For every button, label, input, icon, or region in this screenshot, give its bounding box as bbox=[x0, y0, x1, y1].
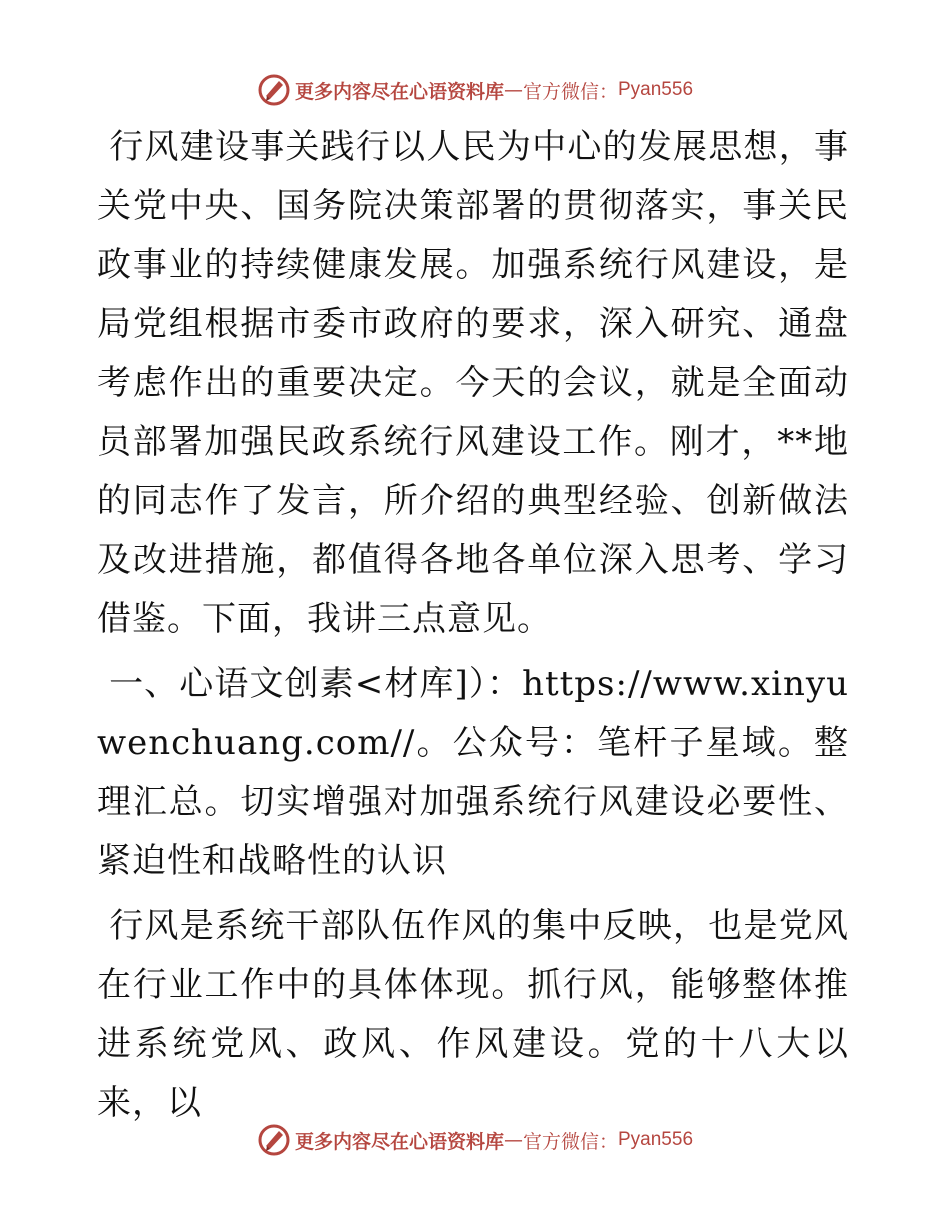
banner-wechat-id: Pyan556 bbox=[618, 1129, 694, 1150]
banner-dash: — bbox=[503, 79, 523, 101]
paragraph-2-text: 一、心语文创素<材库]）：https://www.xinyuwenchuang.com//。公众号：笔杆子星域。整理汇总。切实增强对加强系统行风建设必要性、紧迫性和战略性的认识 bbox=[97, 664, 849, 881]
document-body bbox=[97, 118, 849, 1133]
paragraph-1 bbox=[97, 118, 849, 649]
paragraph-2-heading bbox=[97, 655, 849, 891]
header-banner bbox=[0, 70, 950, 110]
stamp-logo-icon bbox=[257, 73, 291, 107]
stamp-logo-icon bbox=[257, 1123, 291, 1157]
banner-title: 更多内容尽在心语资料库 bbox=[294, 1130, 504, 1153]
paragraph-3-text: 行风是系统干部队伍作风的集中反映，也是党风在行业工作中的具体体现。抓行风，能够整体推进系统党风、政风、作风建设。党的十八大以来，以 bbox=[97, 906, 849, 1123]
banner-wechat-id: Pyan556 bbox=[618, 79, 694, 100]
banner-subtitle: 官方微信： bbox=[522, 80, 618, 103]
paragraph-3 bbox=[97, 897, 849, 1133]
banner-dash: — bbox=[503, 1129, 523, 1151]
banner-subtitle: 官方微信： bbox=[522, 1130, 618, 1153]
banner-title: 更多内容尽在心语资料库 bbox=[294, 80, 504, 103]
footer-banner bbox=[0, 1120, 950, 1160]
paragraph-1-text: 行风建设事关践行以人民为中心的发展思想，事关党中央、国务院决策部署的贯彻落实，事关民政事业的持续健康发展。加强系统行风建设，是局党组根据市委市政府的要求，深入研究、通盘考虑作出的重要决定。今天的会议，就是全面动员部署加强民政系统行风建设工作。刚才，**地的同志作了发言，所介绍的典型经验、创新做法及改进措施，都值得各地各单位深入思考、学习借鉴。下面，我讲三点意见。 bbox=[97, 127, 849, 639]
